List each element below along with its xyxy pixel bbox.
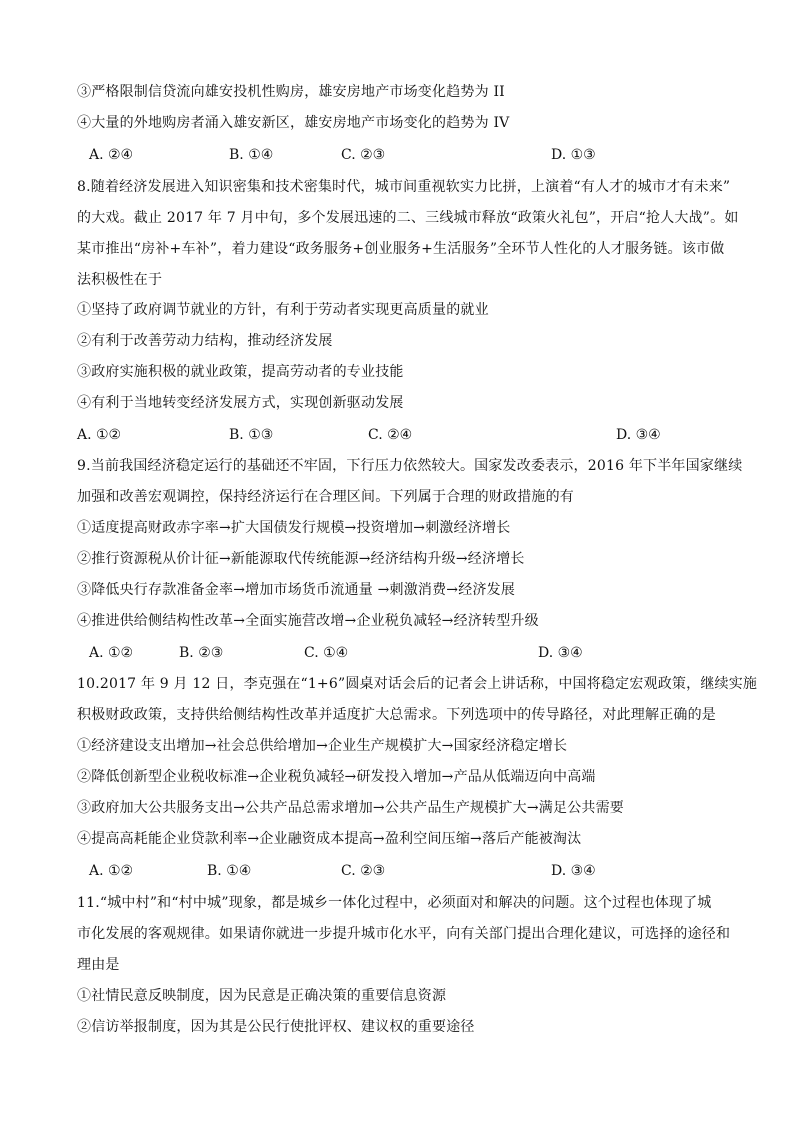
q7-option-d: D. ①③: [551, 147, 596, 163]
q10-option-d: D. ③④: [551, 863, 596, 879]
q10-option-c: C. ②③: [341, 863, 386, 879]
q8-statement-4: ④有利于当地转变经济发展方式，实现创新驱动发展: [77, 395, 404, 411]
q10-statement-3: ③政府加大公共服务支出→公共产品总需求增加→公共产品生产规模扩大→满足公共需要: [77, 800, 624, 816]
q9-options: [77, 643, 722, 663]
q8-stem-line-1: 8.随着经济发展进入知识密集和技术密集时代，城市间重视软实力比拼，上演着“有人才的城市才有未来”: [77, 179, 731, 195]
q8-stem-line-3: 某市推出“房补+车补”，着力建设“政务服务+创业服务+生活服务”全环节人性化的人才服务链。该市做: [77, 241, 725, 257]
q7-option-a: A. ②④: [89, 147, 134, 163]
q9-stem-line-2: 加强和改善宏观调控，保持经济运行在合理区间。下列属于合理的财政措施的有: [77, 489, 574, 505]
q10-stem-line-1: 10.2017 年 9 月 12 日，李克强在“1+6”圆桌对话会后的记者会上讲话称，中国将稳定宏观政策，继续实施: [77, 676, 758, 692]
q8-stem-line-2: 的大戏。截止 2017 年 7 月中旬，多个发展迅速的二、三线城市释放“政策火礼包”，开启“抢人大战”。如: [77, 210, 739, 226]
q9-option-c: C. ①④: [304, 645, 349, 661]
q8-stem-line-4: 法积极性在于: [77, 272, 163, 288]
q9-stem-line-1: 9.当前我国经济稳定运行的基础还不牢固，下行压力依然较大。国家发改委表示，2016 年下半年国家继续: [77, 458, 743, 474]
q10-statement-2: ②降低创新型企业税收标准→企业税负减轻→研发投入增加→产品从低端迈向中高端: [77, 769, 596, 785]
q8-statement-2: ②有利于改善劳动力结构，推动经济发展: [77, 333, 333, 349]
q7-option-c: C. ②③: [341, 147, 386, 163]
q10-statement-1: ①经济建设支出增加→社会总供给增加→企业生产规模扩大→国家经济稳定增长: [77, 738, 568, 754]
q8-statement-1: ①坚持了政府调节就业的方针，有利于劳动者实现更高质量的就业: [77, 302, 489, 318]
q10-options: [77, 861, 722, 881]
q10-option-b: B. ①④: [207, 863, 252, 879]
q9-option-a: A. ①②: [89, 645, 134, 661]
q8-statement-3: ③政府实施积极的就业政策，提高劳动者的专业技能: [77, 364, 404, 380]
q8-option-d: D. ③④: [616, 427, 661, 443]
q10-stem-line-2: 积极财政政策，支持供给侧结构性改革并适度扩大总需求。下列选项中的传导路径，对此理解正确的是: [77, 707, 716, 723]
q11-stem-line-3: 理由是: [77, 957, 120, 973]
q9-statement-1: ①适度提高财政赤字率→扩大国债发行规模→投资增加→刺激经济增长: [77, 520, 511, 536]
q9-statement-3: ③降低央行存款准备金率→增加市场货币流通量 →刺激消费→经济发展: [77, 582, 516, 598]
q8-option-c: C. ②④: [368, 427, 413, 443]
q11-statement-2: ②信访举报制度，因为其是公民行使批评权、建议权的重要途径: [77, 1019, 475, 1035]
q8-option-a: A. ①②: [77, 427, 122, 443]
q9-option-b: B. ②③: [179, 645, 224, 661]
q11-stem-line-2: 市化发展的客观规律。如果请你就进一步提升城市化水平，向有关部门提出合理化建议，可选择的途径和: [77, 926, 731, 942]
q11-stem-line-1: 11.“城中村”和“村中城”现象，都是城乡一体化过程中，必须面对和解决的问题。这个过程也体现了城: [77, 895, 712, 911]
q7-options: [77, 145, 722, 165]
q9-statement-4: ④推进供给侧结构性改革→全面实施营改增→企业税负减轻→经济转型升级: [77, 613, 539, 629]
q7-option-b: B. ①④: [229, 147, 274, 163]
q7-statement-3: ③严格限制信贷流向雄安投机性购房，雄安房地产市场变化趋势为 II: [77, 84, 505, 100]
q9-statement-2: ②推行资源税从价计征→新能源取代传统能源→经济结构升级→经济增长: [77, 551, 525, 567]
q11-statement-1: ①社情民意反映制度，因为民意是正确决策的重要信息资源: [77, 988, 447, 1004]
q10-option-a: A. ①②: [89, 863, 134, 879]
q8-options: [77, 425, 722, 445]
q7-statement-4: ④大量的外地购房者涌入雄安新区，雄安房地产市场变化的趋势为 IV: [77, 115, 510, 131]
q10-statement-4: ④提高高耗能企业贷款利率→企业融资成本提高→盈利空间压缩→落后产能被淘汰: [77, 831, 582, 847]
q8-option-b: B. ①③: [229, 427, 274, 443]
q9-option-d: D. ③④: [538, 645, 583, 661]
